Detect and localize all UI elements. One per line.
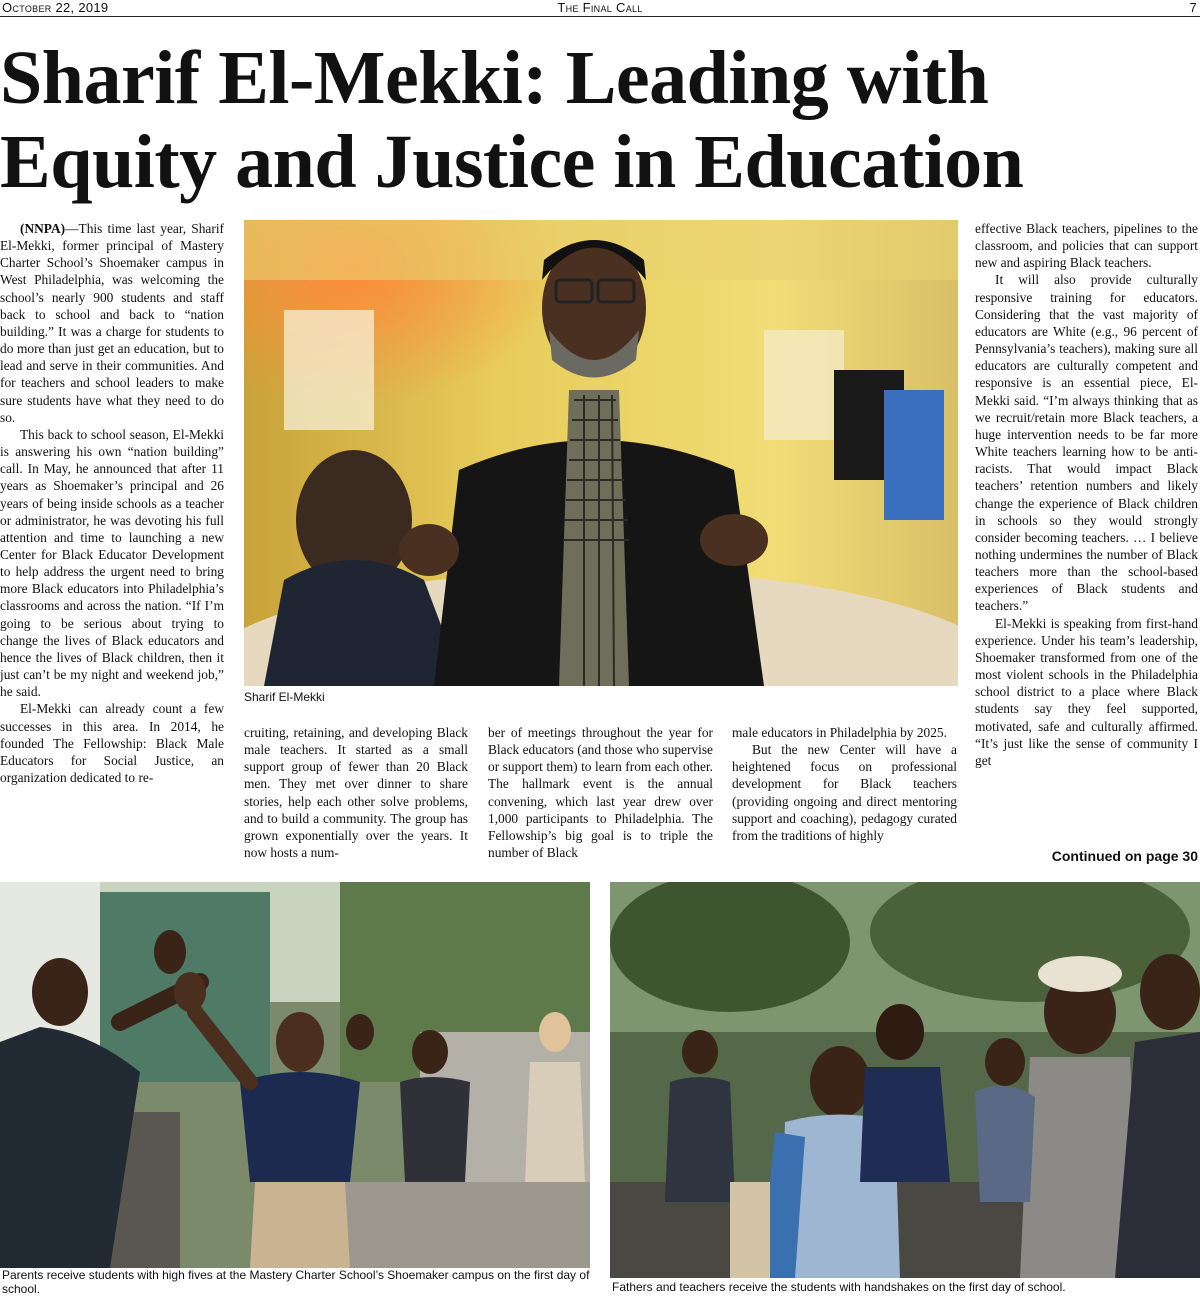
handshakes-caption: Fathers and teachers receive the students with handshakes on the first day of school. (612, 1280, 1066, 1294)
paragraph: It will also provide culturally responsive training for educators. Considering that the vast majority of educators are White (e.g., 96 percent of Pennsylvania’s teachers), making sure all educators are culturally competent and responsive is an essential piece, El-Mekki said. “I’m always thinking that as we recruit/retain more Black teachers, a huge intervention needs to be far more White teachers learning how to be anti-racists. That would impact Black teachers’ retention numbers and likely change the experience of Black children in schools so they would strongly consider becoming teachers. … I believe nothing undermines the number of Black teachers more than the school-based experiences of Black students and teachers.” (975, 272, 1198, 614)
paragraph: El-Mekki is speaking from first-hand experience. Under his team’s leadership, Shoemaker transformed from one of the most violent schools in the Philadelphia school district to a place where Black students say they feel supported, motivated, safe and culturally affirmed. “It’s just like the sense of community I get (975, 615, 1198, 768)
high-fives-photo (0, 882, 590, 1268)
paragraph: But the new Center will have a heightened focus on professional development for Black teachers (providing ongoing and direct mentoring support and coaching), pedagogy curated from the traditions of highly (732, 742, 957, 843)
paragraph: male educators in Philadelphia by 2025. (732, 725, 947, 740)
issue-date: October 22, 2019 (2, 0, 109, 15)
continued-on-link[interactable]: Continued on page 30 (1051, 848, 1198, 864)
article-column-1 (0, 220, 224, 786)
handshakes-illustration (610, 882, 1200, 1278)
headline-line-2: Equity and Justice in Education (0, 120, 1024, 204)
main-photo-sharif-el-mekki (244, 220, 958, 686)
article-column-3 (488, 724, 713, 861)
paragraph: ber of meetings throughout the year for Black educators (and those who supervise or support them) to learn from each other. The hallmark event is the annual convening, which last year drew over 1,000 participants to Philadelphia. The Fellowship’s big goal is to triple the number of Black (488, 725, 713, 861)
headline-line-1: Sharif El-Mekki: Leading with (0, 36, 989, 120)
page-number: 7 (1189, 0, 1197, 15)
paragraph: —This time last year, Sharif El-Mekki, former principal of Mastery Charter School’s Shoemaker campus in West Philadelphia, was welcoming the school’s nearly 900 students and staff back to school and back to “nation building.” It was a charge for students to do more than just get an education, but to lead and serve in their communities. And for teachers and school leaders to make sure students have what they need to do so. (0, 221, 224, 425)
handshakes-photo (610, 882, 1200, 1278)
paragraph: effective Black teachers, pipelines to the classroom, and policies that can support new and aspiring Black teachers. (975, 221, 1198, 271)
paragraph: cruiting, retaining, and developing Black male teachers. It started as a small support group of fewer than 20 Black men. They met over dinner to share stories, help each other solve problems, and to build a community. The group has grown exponentially over the years. It now hosts a num- (244, 725, 468, 861)
publication-name: The Final Call (557, 0, 643, 15)
page-header (0, 0, 1200, 17)
article-column-5 (975, 220, 1198, 769)
paragraph: El-Mekki can already count a few successes in this area. In 2014, he founded The Fellowship: Black Male Educators for Social Justice, an organization dedicated to re- (0, 701, 224, 785)
article-column-4 (732, 724, 957, 844)
main-photo-caption: Sharif El-Mekki (244, 690, 325, 704)
main-photo-illustration (244, 220, 958, 686)
dateline: (NNPA) (20, 221, 66, 236)
headline (0, 36, 1200, 204)
article-column-2 (244, 724, 468, 861)
paragraph: This back to school season, El-Mekki is answering his own “nation building” call. In May, he announced that after 11 years as Shoemaker’s principal and 26 years of being inside schools as a teacher or administrator, he was devoting his full attention and time to launching a new Center for Black Educator Development to help address the urgent need to bring more Black educators into Philadelphia’s classrooms and across the nation. “If I’m going to be serious about trying to change the lives of Black educators and hence the lives of Black children, then it just can’t be my night and weekend job,” he said. (0, 426, 224, 700)
high-fives-illustration (0, 882, 590, 1268)
high-fives-caption: Parents receive students with high fives at the Mastery Charter School’s Shoemaker campus on the first day of school. (2, 1268, 590, 1296)
